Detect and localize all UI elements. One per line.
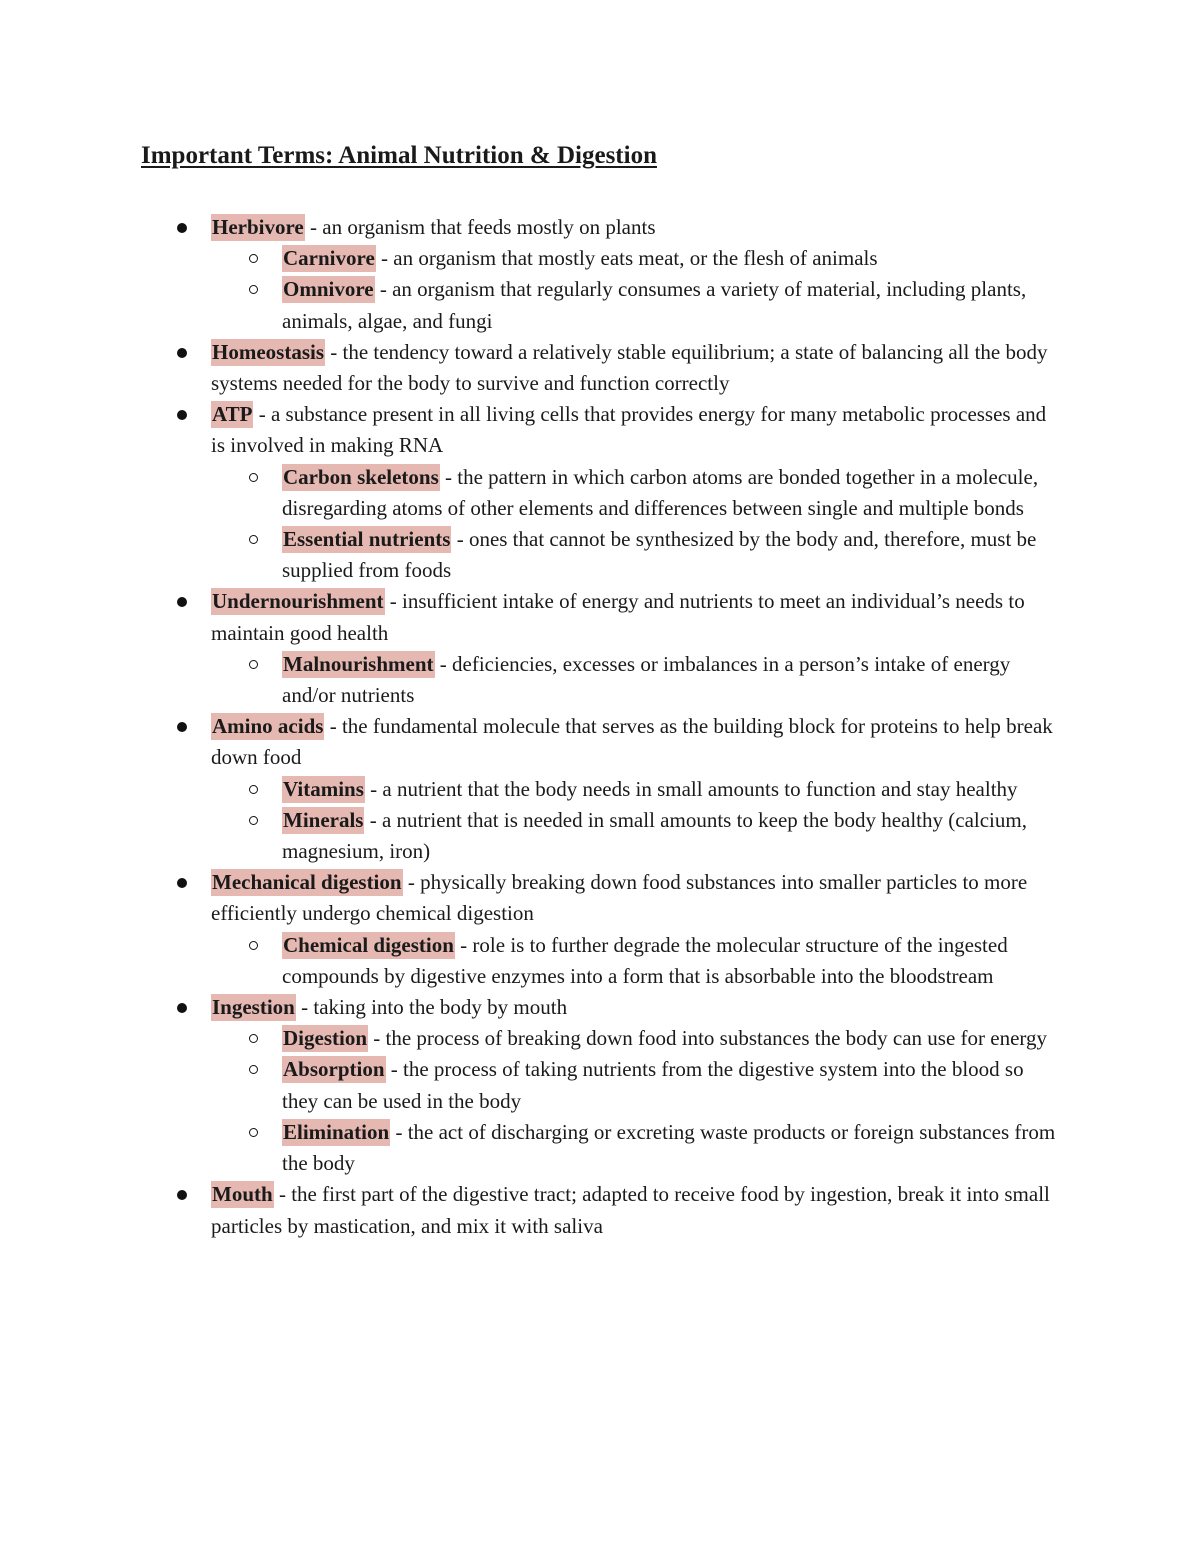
term-name: Carbon skeletons [283,464,439,489]
term-name: Vitamins [283,776,364,801]
sub-term-item: Carbon skeletons - the pattern in which carbon atoms are bonded together in a molecule, disregarding atoms of other elements and differences between single and multiple bonds [282,462,1062,524]
hollow-bullet-icon [249,274,261,305]
hollow-bullet-icon [249,243,261,274]
term-name: Chemical digestion [283,932,454,957]
term-definition: an organism that regularly consumes a variety of material, including plants, animals, algae, and fungi [282,277,1027,333]
filled-bullet-icon [177,1179,189,1210]
hollow-bullet-icon [249,1023,261,1054]
term-definition: the pattern in which carbon atoms are bonded together in a molecule, disregarding atoms of other elements and differences between single and multiple bonds [282,464,1039,520]
filled-bullet-icon [177,212,189,243]
sub-term-item: Minerals - a nutrient that is needed in small amounts to keep the body healthy (calcium, magnesium, iron) [282,805,1062,867]
term-item: Amino acids - the fundamental molecule that serves as the building block for proteins to help break down food [211,711,1061,773]
hollow-bullet-icon [249,805,261,836]
term-definition: the first part of the digestive tract; adapted to receive food by ingestion, break it into small particles by mastication, and mix it with saliva [211,1182,1050,1238]
term-definition: an organism that mostly eats meat, or the flesh of animals [393,246,878,271]
sub-term-item: Vitamins - a nutrient that the body needs in small amounts to function and stay healthy [282,774,1062,805]
filled-bullet-icon [177,867,189,898]
filled-bullet-icon [177,337,189,368]
hollow-bullet-icon [249,1117,261,1148]
hollow-bullet-icon [249,524,261,555]
term-name: Herbivore [212,215,304,239]
term-item: ATP - a substance present in all living cells that provides energy for many metabolic processes and is involved in making RNA [211,399,1061,461]
term-name: Digestion [283,1026,367,1051]
term-name: Mechanical digestion [212,870,402,895]
term-name: Carnivore [283,246,375,271]
sub-term-item: Absorption - the process of taking nutrients from the digestive system into the blood so they can be used in the body [282,1054,1062,1116]
term-name: Minerals [283,807,364,832]
term-definition: insufficient intake of energy and nutrients to meet an individual’s needs to maintain good health [211,589,1025,645]
term-name: Mouth [212,1182,273,1207]
term-item: Ingestion - taking into the body by mouth [211,992,1061,1023]
hollow-bullet-icon [249,930,261,961]
term-name: Amino acids [212,714,324,739]
term-definition: physically breaking down food substances into smaller particles to more efficiently undergo chemical digestion [211,870,1028,926]
hollow-bullet-icon [249,462,261,493]
filled-bullet-icon [177,399,189,430]
term-definition: taking into the body by mouth [313,995,568,1020]
sub-term-item: Digestion - the process of breaking down food into substances the body can use for energy [282,1023,1062,1054]
sub-term-item: Carnivore - an organism that mostly eats meat, or the flesh of animals [282,243,1062,274]
hollow-bullet-icon [249,1054,261,1085]
page-title: Important Terms: Animal Nutrition & Digestion [141,142,657,169]
filled-bullet-icon [177,711,189,742]
term-name: Homeostasis [212,339,324,364]
hollow-bullet-icon [249,774,261,805]
term-item: Mouth - the first part of the digestive tract; adapted to receive food by ingestion, break it into small particles by mastication, and mix it with saliva [211,1179,1061,1241]
term-definition: ones that cannot be synthesized by the body and, therefore, must be supplied from foods [282,527,1037,583]
sub-term-item: Malnourishment - deficiencies, excesses or imbalances in a person’s intake of energy and/or nutrients [282,649,1062,711]
term-name: Malnourishment [283,651,434,676]
hollow-bullet-icon [249,649,261,680]
term-name: Essential nutrients [283,527,451,552]
term-definition: an organism that feeds mostly on plants [322,215,656,239]
term-definition: a substance present in all living cells that provides energy for many metabolic processes and is involved in making RNA [211,402,1047,458]
term-definition: a nutrient that is needed in small amounts to keep the body healthy (calcium, magnesium, iron) [282,807,1027,864]
sub-term-item: Chemical digestion - role is to further degrade the molecular structure of the ingested compounds by digestive enzymes into a form that is absorbable into the bloodstream [282,930,1062,992]
term-definition: the tendency toward a relatively stable equilibrium; a state of balancing all the body systems needed for the body to survive and function correctly [211,339,1048,396]
term-item: Mechanical digestion - physically breaking down food substances into smaller particles to more efficiently undergo chemical digestion [211,867,1061,929]
term-name: Elimination [283,1119,390,1144]
term-definition: a nutrient that the body needs in small amounts to function and stay healthy [382,776,1018,801]
term-item: Undernourishment - insufficient intake of energy and nutrients to meet an individual’s needs to maintain good health [211,586,1061,648]
term-definition: the fundamental molecule that serves as the building block for proteins to help break down food [211,714,1053,770]
term-list [0,212,1200,1242]
sub-term-item: Elimination - the act of discharging or excreting waste products or foreign substances from the body [282,1117,1062,1179]
term-definition: the process of taking nutrients from the digestive system into the blood so they can be used in the body [282,1057,1024,1113]
term-item: Herbivore - an organism that feeds mostly on plants [211,212,1061,243]
term-name: Absorption [283,1057,385,1082]
filled-bullet-icon [177,992,189,1023]
term-definition: the process of breaking down food into substances the body can use for energy [385,1026,1048,1051]
term-name: Ingestion [212,995,295,1020]
term-definition: the act of discharging or excreting waste products or foreign substances from the body [282,1119,1056,1176]
sub-term-item: Essential nutrients - ones that cannot be synthesized by the body and, therefore, must be supplied from foods [282,524,1062,586]
sub-term-item: Omnivore - an organism that regularly consumes a variety of material, including plants, animals, algae, and fungi [282,274,1062,336]
term-name: Undernourishment [212,589,384,614]
term-name: Omnivore [283,277,374,302]
term-definition: role is to further degrade the molecular structure of the ingested compounds by digestive enzymes into a form that is absorbable into the bloodstream [282,932,1008,988]
filled-bullet-icon [177,586,189,617]
term-item: Homeostasis - the tendency toward a relatively stable equilibrium; a state of balancing all the body systems needed for the body to survive and function correctly [211,337,1061,399]
term-name: ATP [212,402,253,427]
term-definition: deficiencies, excesses or imbalances in a person’s intake of energy and/or nutrients [282,651,1011,708]
